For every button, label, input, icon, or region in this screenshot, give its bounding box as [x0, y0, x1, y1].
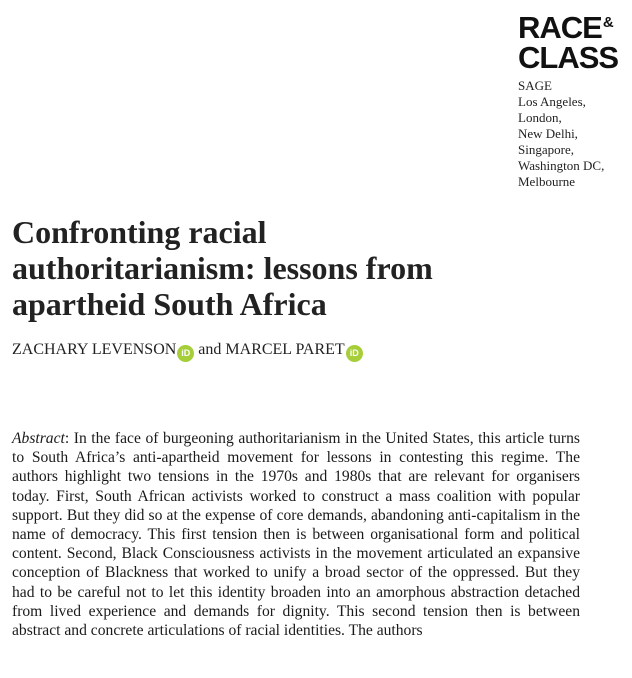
publisher-location: Melbourne: [518, 174, 576, 189]
article-title: [12, 214, 572, 322]
abstract-label: Abstract: [12, 430, 65, 447]
title-line: apartheid South Africa: [12, 286, 327, 322]
publisher-location: London,: [518, 110, 562, 125]
logo-class: CLASS: [518, 40, 619, 75]
publisher-location: Los Angeles,: [518, 94, 586, 109]
publisher-location: New Delhi,: [518, 126, 578, 141]
author-name: ZACHARY LEVENSON: [12, 341, 177, 358]
publisher-block: [518, 78, 630, 190]
title-line: Confronting racial: [12, 214, 267, 250]
publisher-name: SAGE: [518, 78, 552, 93]
journal-logo: [518, 12, 630, 73]
author-line: [12, 340, 572, 362]
logo-ampersand: &: [602, 14, 613, 31]
author-name: MARCEL PARET: [225, 341, 345, 358]
abstract-text: : In the face of burgeoning authoritarianism in the United States, this article turns to South Africa’s anti-apartheid movement for lessons in contesting this regime. The authors highlight two tensions in the 1970s and 1980s that are relevant for organisers today. First, South African activists worked to construct a mass coalition with popular support. But they did so at the expense of core demands, abandoning anti-capitalism in the name of democracy. This first tension then is between organisational form and political content. Second, Black Consciousness activists in the movement articulated an expansive conception of Blackness that worked to unify a broad sector of the oppressed. But they had to be careful not to let this identity broaden into an amorphous abstraction detached from lived experience and demands for dignity. This second tension then is between abstract and concrete articulations of racial identities. The authors: [12, 430, 580, 640]
orcid-icon[interactable]: iD: [346, 345, 363, 362]
abstract: [12, 429, 580, 640]
publisher-location: Singapore,: [518, 142, 574, 157]
logo-race: RACE&: [518, 10, 613, 45]
author-conjunction: and: [198, 341, 222, 358]
orcid-icon[interactable]: iD: [177, 345, 194, 362]
title-line: authoritarianism: lessons from: [12, 250, 433, 286]
publisher-location: Washington DC,: [518, 158, 605, 173]
